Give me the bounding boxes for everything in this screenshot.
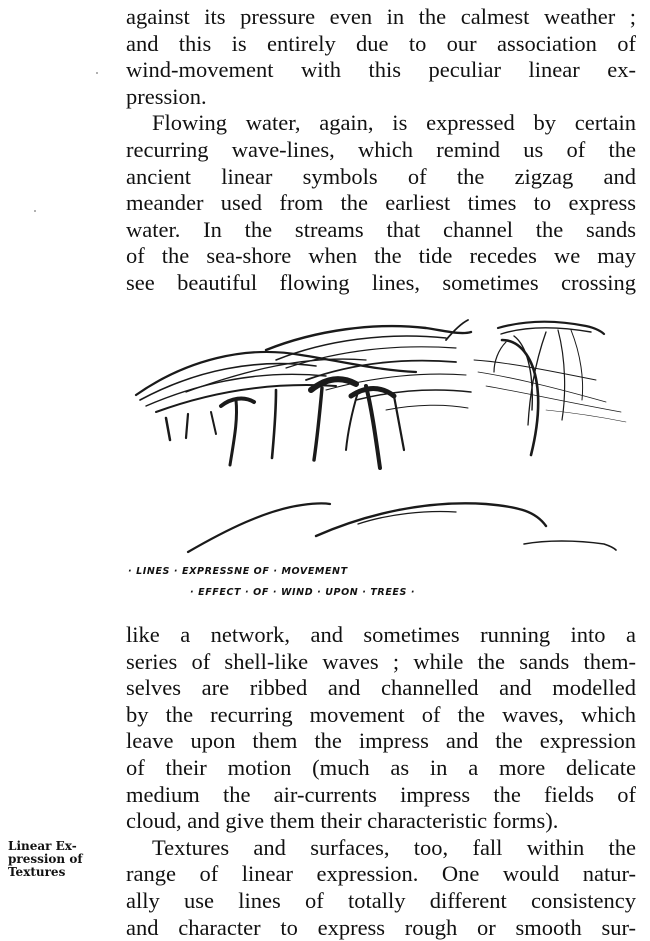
text-line: medium the air-currents impress the fields of (126, 781, 636, 807)
text-line: pression. (126, 83, 207, 109)
text-line: recurring wave-lines, which remind us of the (126, 136, 636, 162)
text-line: and this is entirely due to our association of (126, 30, 636, 56)
text-line: of their motion (much as in a more delicate (126, 754, 636, 780)
text-line: ancient linear symbols of the zigzag and (126, 163, 636, 189)
margin-note (8, 840, 83, 879)
figure-caption: · EFFECT · OF · WIND · UPON · TREES · (190, 587, 416, 598)
text-line: of the sea-shore when the tide recedes we may (126, 243, 636, 269)
text-line: water. In the streams that channel the sands (126, 216, 636, 242)
text-line: series of shell-like waves ; while the sands them- (126, 648, 636, 674)
margin-note-line: Textures (8, 865, 66, 879)
top-paragraph (126, 4, 636, 297)
margin-note-line: Linear Ex- (8, 839, 77, 853)
text-line: meander used from the earliest times to express (126, 190, 636, 216)
text-line: Textures and surfaces, too, fall within the (152, 834, 636, 860)
text-line: Flowing water, again, is expressed by certain (152, 110, 636, 136)
text-line: wind-movement with this peculiar linear ex- (126, 57, 636, 83)
text-line: range of linear expression. One would natur- (126, 861, 636, 887)
figure-caption: · LINES · EXPRESSNE OF · MOVEMENT (128, 566, 348, 577)
text-line: selves are ribbed and channelled and modelled (126, 675, 636, 701)
text-line: leave upon them the impress and the expression (126, 728, 636, 754)
text-line: against its pressure even in the calmest weather ; (126, 4, 636, 29)
margin-note-line: pression of (8, 852, 83, 866)
text-line: by the recurring movement of the waves, which (126, 701, 636, 727)
bottom-paragraph (126, 622, 636, 941)
text-line: and character to express rough or smooth sur- (126, 914, 636, 940)
text-line: like a network, and sometimes running into a (126, 622, 636, 647)
text-line: ally use lines of totally different consistency (126, 887, 636, 913)
page-speck (96, 72, 98, 74)
text-line: see beautiful flowing lines, sometimes crossing (126, 269, 636, 295)
text-line: cloud, and give them their characteristic forms). (126, 808, 559, 834)
page-speck (34, 210, 36, 212)
